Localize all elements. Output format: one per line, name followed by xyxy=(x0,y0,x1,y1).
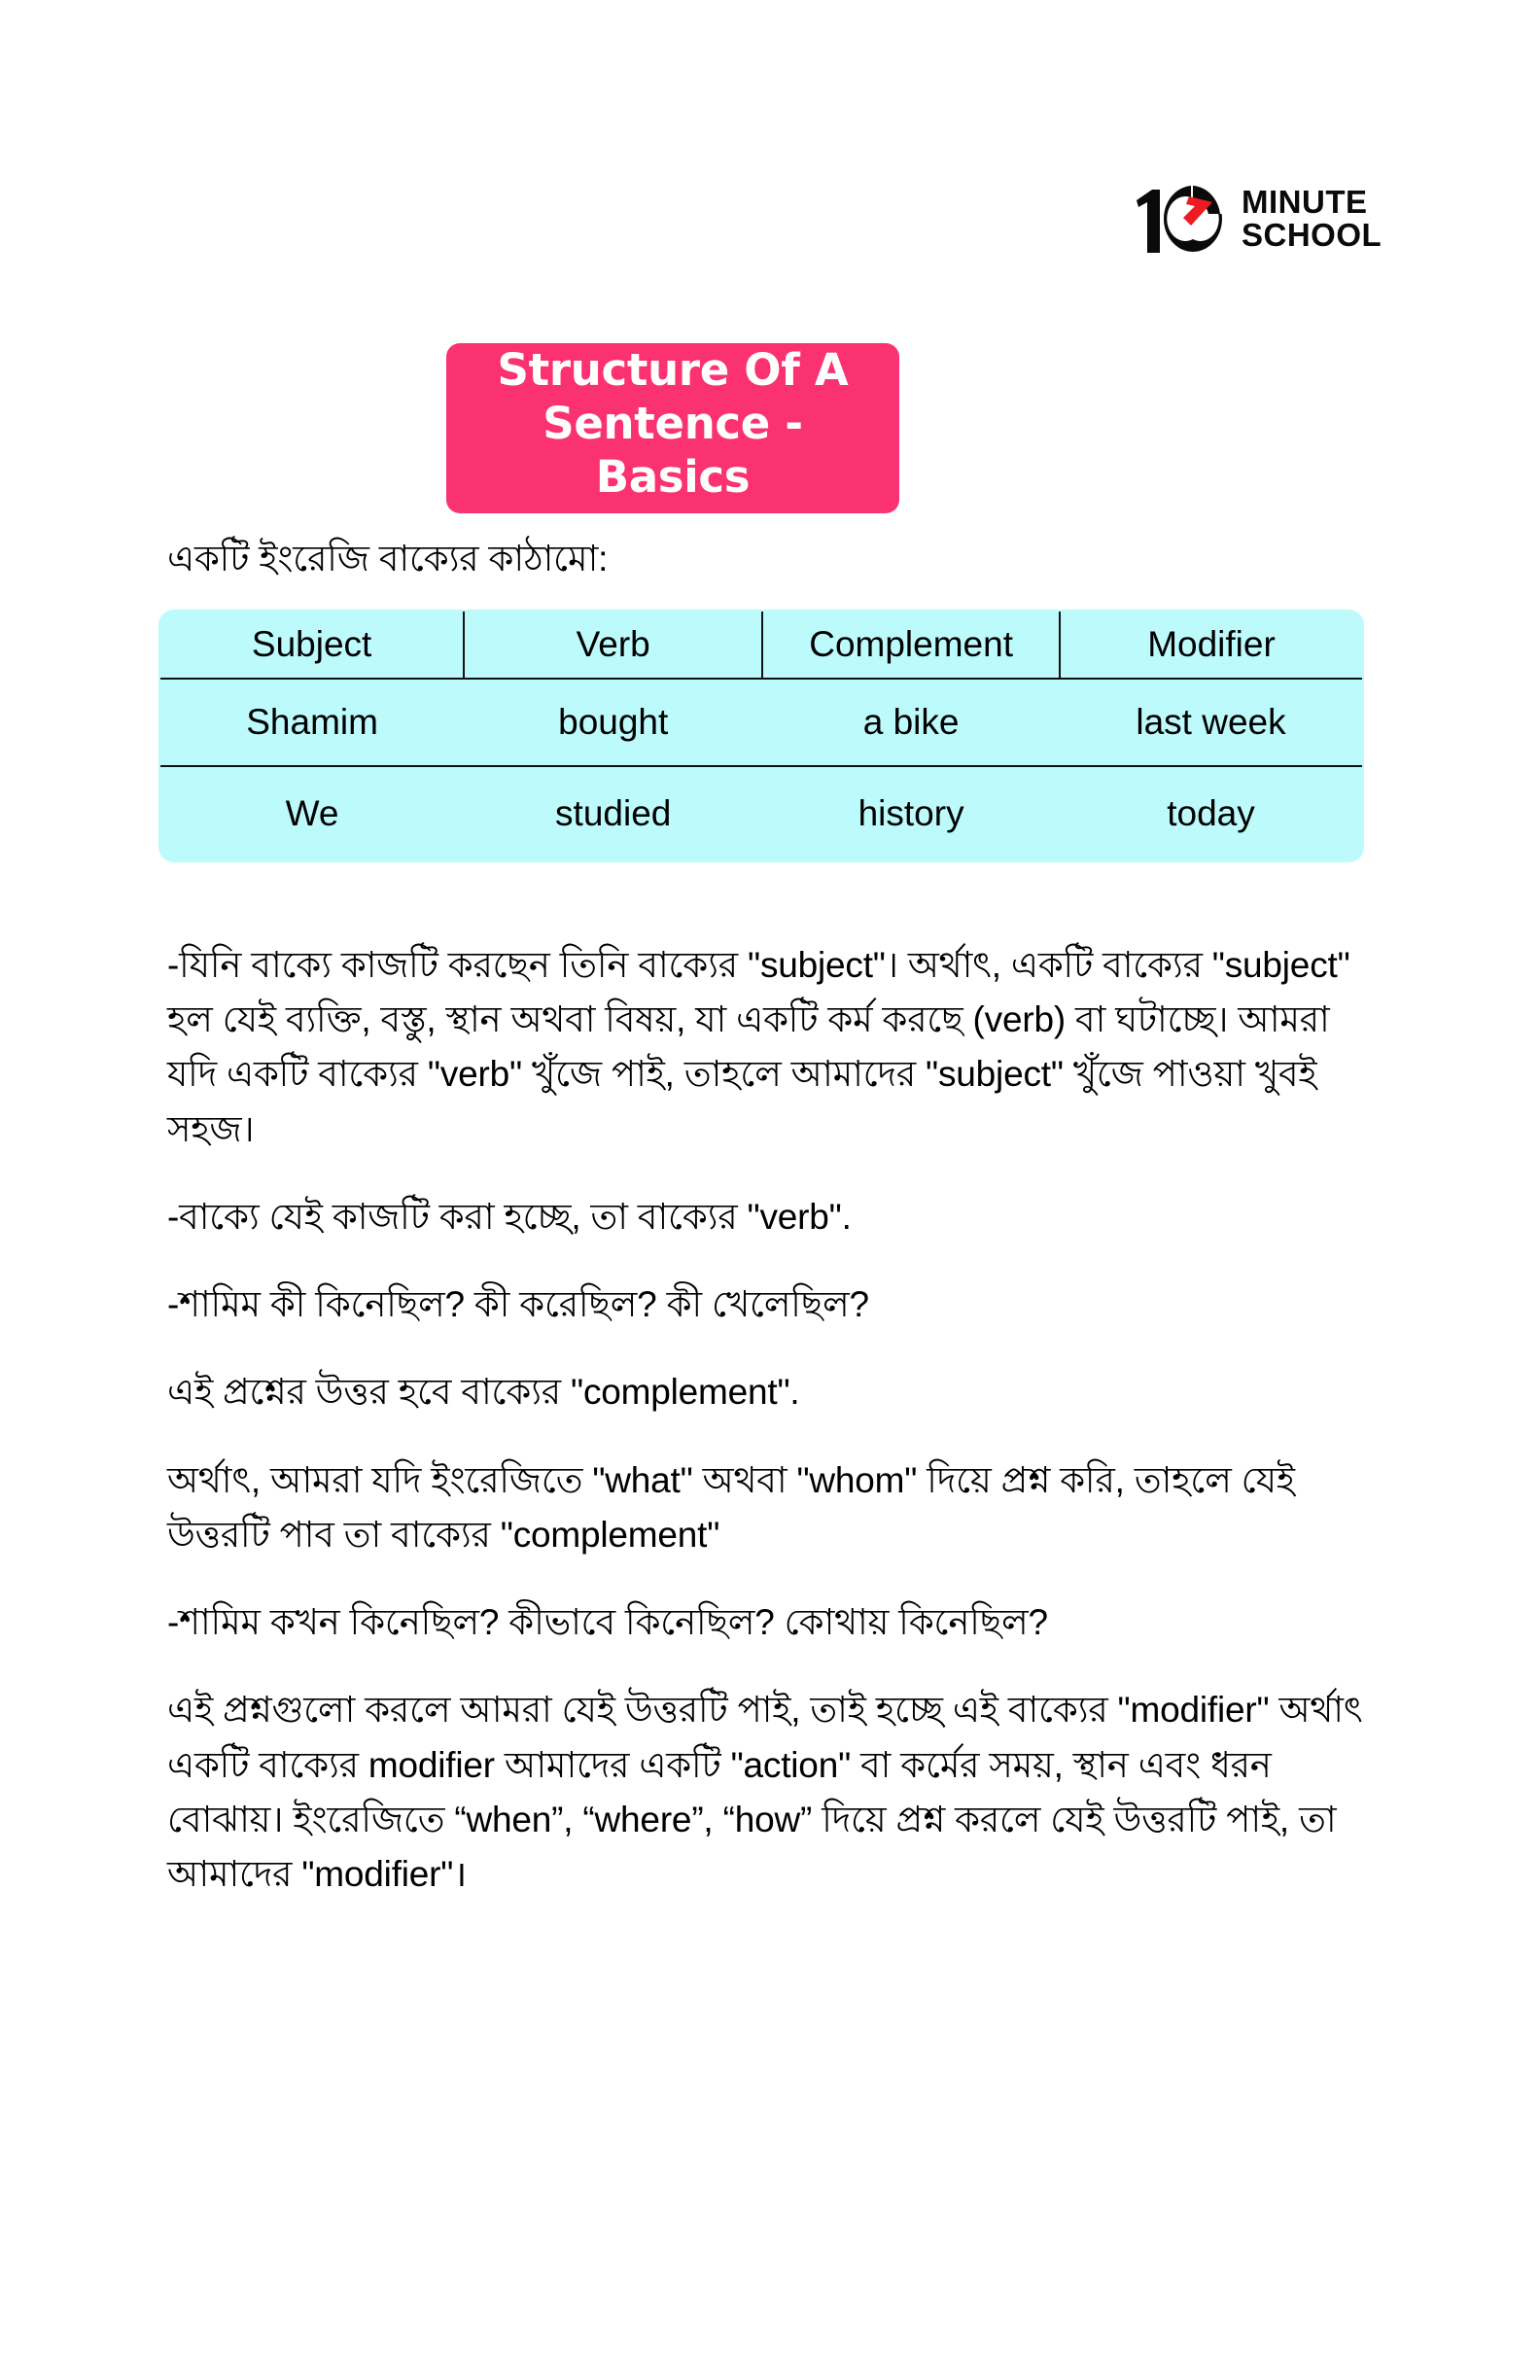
brand-logo xyxy=(1131,180,1383,258)
table-cell: bought xyxy=(464,679,762,766)
page-title-banner xyxy=(446,343,899,513)
paragraph-complement-answer: এই প্রশ্নের উত্তর হবে বাক্যের "complement". xyxy=(167,1372,800,1413)
logo-word-school: SCHOOL xyxy=(1242,217,1382,253)
table-cell: history xyxy=(762,766,1060,861)
table-cell: Shamim xyxy=(159,679,464,766)
logo-word-minute: MINUTE xyxy=(1242,184,1368,221)
table-cell: last week xyxy=(1060,679,1363,766)
table-cell: today xyxy=(1060,766,1363,861)
paragraph-modifier-explanation: এই প্রশ্নগুলো করলে আমরা যেই উত্তরটি পাই, তাই হচ্ছে এই বাক্যের "modifier" অর্থাৎ একটি বাক্যের modifier আমাদের একটি "action" বা কর্মের সময়, স্থান এবং ধরন বোঝায়। ইংরেজিতে “when”, “where”, “how” দিয়ে প্রশ্ন করলে যেই উত্তরটি পাই, তা আমাদের "modifier"। xyxy=(167,1690,1363,1895)
table-header-cell: Verb xyxy=(464,611,762,679)
table-header-cell: Modifier xyxy=(1060,611,1363,679)
paragraph-verb: -বাক্যে যেই কাজটি করা হচ্ছে, তা বাক্যের "verb". xyxy=(167,1196,852,1237)
intro-line: একটি ইংরেজি বাক্যের কাঠামো: xyxy=(167,539,609,578)
table-cell: We xyxy=(159,766,464,861)
table-row xyxy=(159,679,1363,766)
table-cell: a bike xyxy=(762,679,1060,766)
table-cell: studied xyxy=(464,766,762,861)
table-header-row xyxy=(159,611,1363,679)
table-header-cell: Subject xyxy=(159,611,464,679)
ten-minute-school-logo-icon xyxy=(1131,181,1236,257)
page-title: Structure Of A Sentence - Basics xyxy=(497,344,849,503)
sentence-structure-table xyxy=(158,610,1364,862)
paragraph-complement-explanation: অর্থাৎ, আমরা যদি ইংরেজিতে "what" অথবা "whom" দিয়ে প্রশ্ন করি, তাহলে যেই উত্তরটি পাব তা বাক্যের "complement" xyxy=(167,1459,1295,1555)
paragraph-subject: -যিনি বাক্যে কাজটি করছেন তিনি বাক্যের "subject"। অর্থাৎ, একটি বাক্যের "subject" হল যেই ব্যক্তি, বস্তু, স্থান অথবা বিষয়, যা একটি কর্ম করছে (verb) বা ঘটাচ্ছে। আমরা যদি একটি বাক্যের "verb" খুঁজে পাই, তাহলে আমাদের "subject" খুঁজে পাওয়া খুবই সহজ। xyxy=(167,945,1350,1149)
paragraph-modifier-question: -শামিম কখন কিনেছিল? কীভাবে কিনেছিল? কোথায় কিনেছিল? xyxy=(167,1602,1048,1643)
paragraph-complement-question: -শামিম কী কিনেছিল? কী করেছিল? কী খেলেছিল? xyxy=(167,1284,869,1325)
table-header-cell: Complement xyxy=(762,611,1060,679)
logo-wordmark xyxy=(1242,186,1382,251)
table-row xyxy=(159,766,1363,861)
lesson-body xyxy=(167,938,1378,1902)
